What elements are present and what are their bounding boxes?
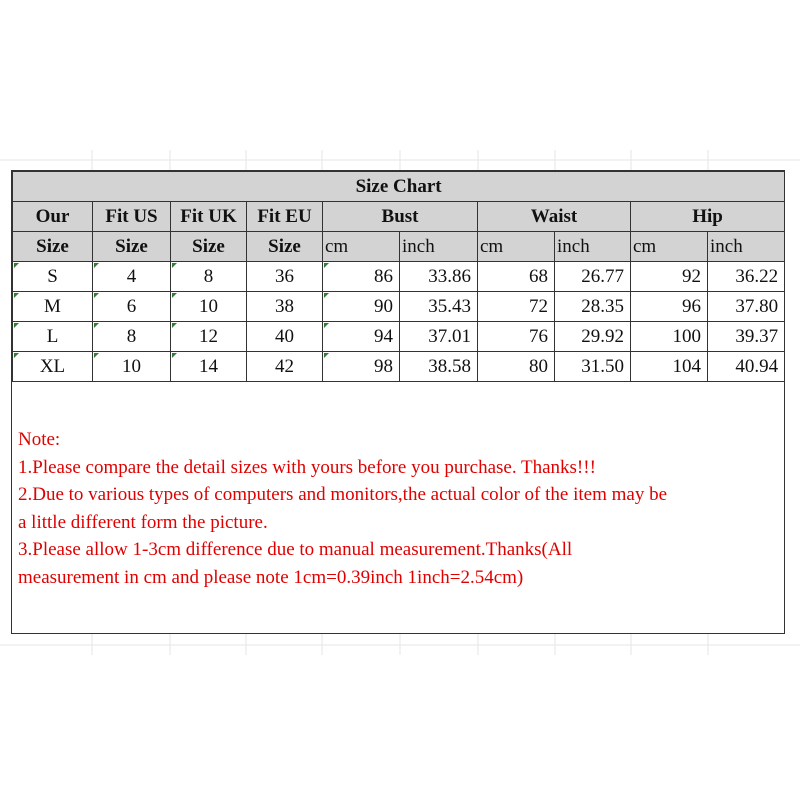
cell-eu: 36: [247, 262, 323, 292]
header-hip-inch: inch: [708, 232, 785, 262]
cell-hip-inch: 39.37: [708, 322, 785, 352]
cell-waist-cm: 76: [478, 322, 555, 352]
cell-hip-cm: 100: [631, 322, 708, 352]
header-fit-us: Fit US: [93, 202, 171, 232]
header-us-size: Size: [93, 232, 171, 262]
header-bust: Bust: [323, 202, 478, 232]
cell-bust-cm: 94: [323, 322, 400, 352]
cell-uk: 8: [171, 262, 247, 292]
cell-eu: 40: [247, 322, 323, 352]
header-fit-eu: Fit EU: [247, 202, 323, 232]
table-row: [13, 322, 785, 352]
cell-bust-cm: 86: [323, 262, 400, 292]
cell-us: 8: [93, 322, 171, 352]
cell-waist-cm: 68: [478, 262, 555, 292]
header-hip: Hip: [631, 202, 785, 232]
note-line-2a: 2.Due to various types of computers and monitors,the actual color of the item may be: [18, 484, 667, 505]
cell-bust-inch: 33.86: [400, 262, 478, 292]
cell-hip-cm: 92: [631, 262, 708, 292]
cell-waist-inch: 26.77: [555, 262, 631, 292]
cell-waist-cm: 80: [478, 352, 555, 382]
notes-section: [18, 426, 778, 591]
cell-hip-cm: 96: [631, 292, 708, 322]
chart-title: Size Chart: [13, 172, 785, 202]
cell-size: L: [13, 322, 93, 352]
header-fit-uk: Fit UK: [171, 202, 247, 232]
header-hip-cm: cm: [631, 232, 708, 262]
table-row: [13, 352, 785, 382]
header-our-size: Size: [13, 232, 93, 262]
header-our: Our: [13, 202, 93, 232]
note-heading: Note:: [18, 429, 61, 450]
header-bust-cm: cm: [323, 232, 400, 262]
cell-uk: 10: [171, 292, 247, 322]
cell-eu: 38: [247, 292, 323, 322]
cell-bust-cm: 98: [323, 352, 400, 382]
cell-hip-cm: 104: [631, 352, 708, 382]
cell-eu: 42: [247, 352, 323, 382]
cell-size: M: [13, 292, 93, 322]
cell-waist-inch: 29.92: [555, 322, 631, 352]
cell-waist-cm: 72: [478, 292, 555, 322]
cell-hip-inch: 37.80: [708, 292, 785, 322]
header-waist-cm: cm: [478, 232, 555, 262]
header-eu-size: Size: [247, 232, 323, 262]
header-uk-size: Size: [171, 232, 247, 262]
cell-waist-inch: 31.50: [555, 352, 631, 382]
note-line-3b: measurement in cm and please note 1cm=0.39inch 1inch=2.54cm): [18, 566, 524, 588]
cell-uk: 12: [171, 322, 247, 352]
cell-bust-cm: 90: [323, 292, 400, 322]
cell-us: 10: [93, 352, 171, 382]
cell-us: 6: [93, 292, 171, 322]
cell-bust-inch: 35.43: [400, 292, 478, 322]
cell-size: XL: [13, 352, 93, 382]
cell-hip-inch: 40.94: [708, 352, 785, 382]
note-line-2b: a little different form the picture.: [18, 511, 268, 533]
note-line-3a: 3.Please allow 1-3cm difference due to manual measurement.Thanks(All: [18, 539, 573, 560]
cell-us: 4: [93, 262, 171, 292]
header-waist-inch: inch: [555, 232, 631, 262]
cell-bust-inch: 38.58: [400, 352, 478, 382]
cell-bust-inch: 37.01: [400, 322, 478, 352]
cell-size: S: [13, 262, 93, 292]
header-bust-inch: inch: [400, 232, 478, 262]
note-line-1: 1.Please compare the detail sizes with yours before you purchase. Thanks!!!: [18, 456, 596, 478]
table-row: [13, 292, 785, 322]
header-waist: Waist: [478, 202, 631, 232]
size-chart: [11, 170, 785, 634]
cell-hip-inch: 36.22: [708, 262, 785, 292]
size-table: [12, 171, 785, 382]
cell-waist-inch: 28.35: [555, 292, 631, 322]
cell-uk: 14: [171, 352, 247, 382]
table-row: [13, 262, 785, 292]
